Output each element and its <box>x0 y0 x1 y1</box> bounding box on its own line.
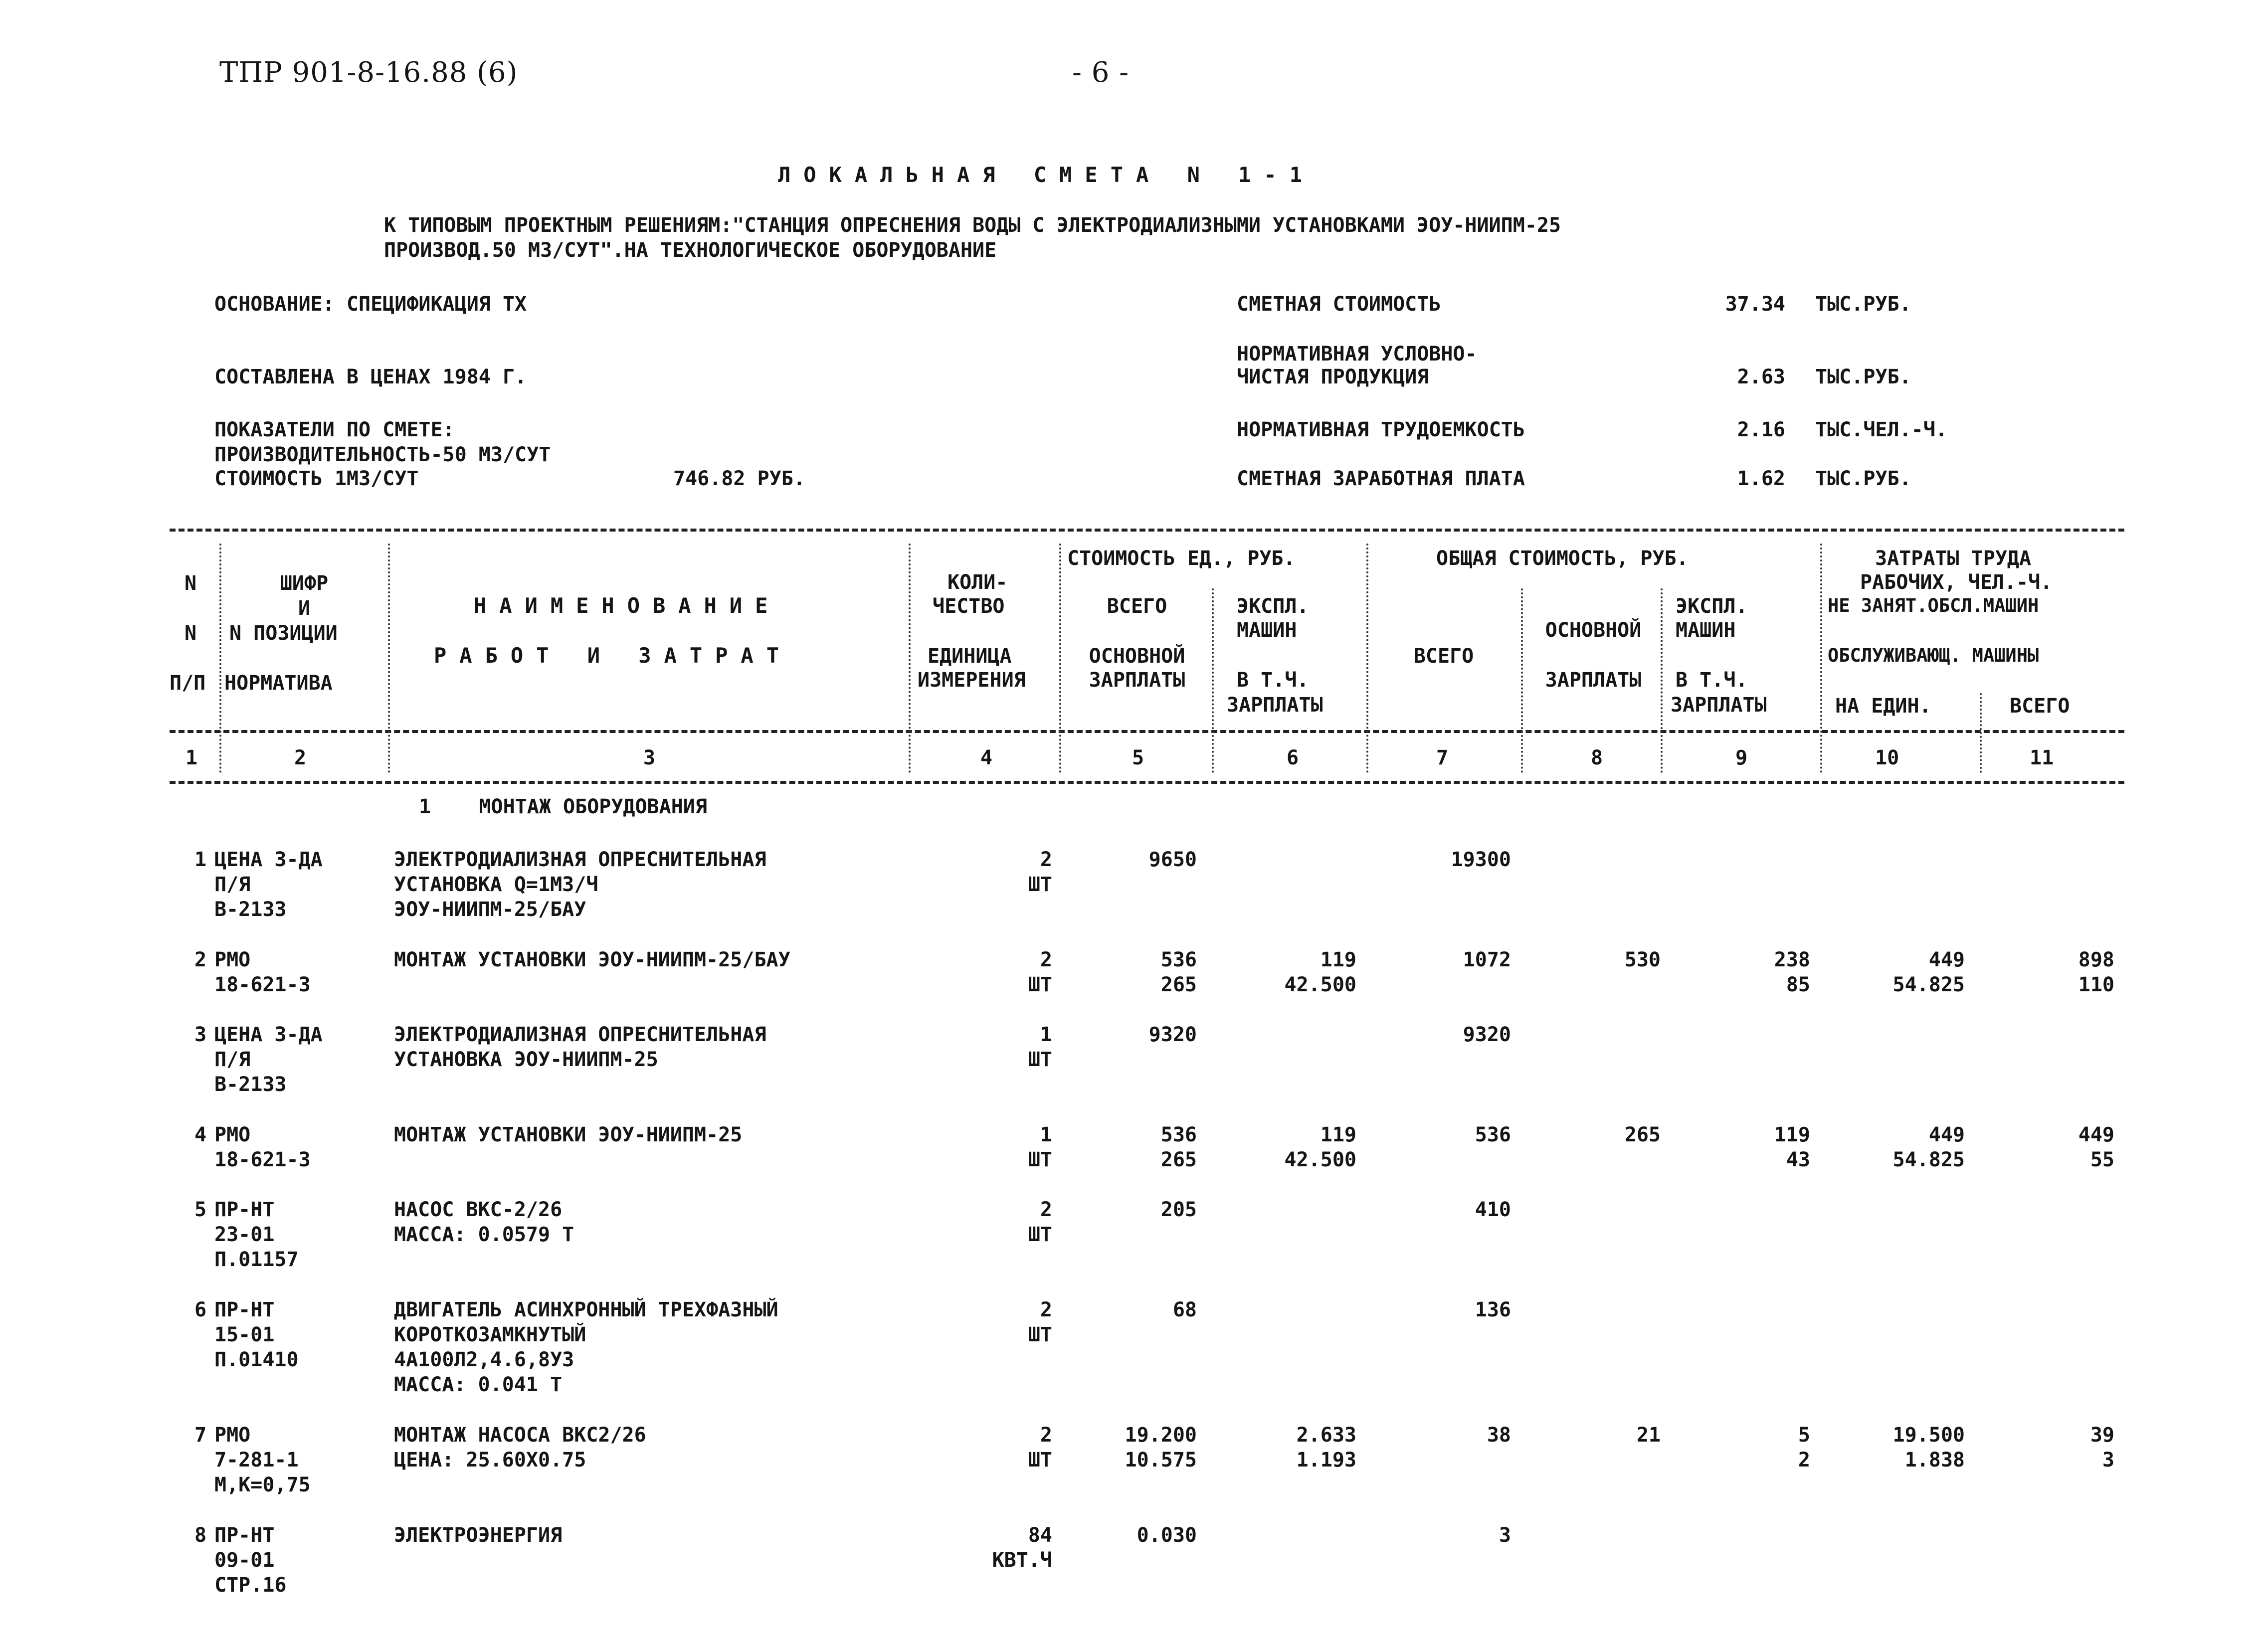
row-labor-total-machines: 3 <box>2102 1449 2114 1471</box>
header-code-1: ШИФР <box>280 572 329 595</box>
row-total-wage: 265 <box>1624 1123 1661 1146</box>
header-code-3: N ПОЗИЦИИ <box>229 622 338 645</box>
row-total-machine-cost: 119 <box>1774 1123 1810 1146</box>
row-code: П.01157 <box>214 1248 299 1271</box>
estimated-cost-unit: ТЫС.РУБ. <box>1815 293 1911 316</box>
row-labor-per-unit-machines: 54.825 <box>1892 973 1965 996</box>
colnum-1: 1 <box>186 746 198 769</box>
row-total-machine-wage: 85 <box>1786 973 1810 996</box>
row-name: УСТАНОВКА Q=1М3/Ч <box>394 873 598 896</box>
row-labor-per-unit-machines: 1.838 <box>1904 1449 1965 1471</box>
colnum-4: 4 <box>980 746 993 769</box>
document-code: ТПР 901-8-16.88 (6) <box>219 56 518 89</box>
row-labor-total: 898 <box>2078 948 2114 971</box>
labor-value: 2.16 <box>1737 418 1785 441</box>
row-unit: ШТ <box>1028 1048 1052 1071</box>
column-divider <box>909 544 911 773</box>
header-n-3: П/П <box>170 672 206 695</box>
row-unit-machine-wage: 1.193 <box>1296 1449 1356 1471</box>
estimated-cost-label: СМЕТНАЯ СТОИМОСТЬ <box>1237 293 1441 316</box>
row-code: 15-01 <box>214 1323 275 1346</box>
header-name-1: НАИМЕНОВАНИЕ <box>474 593 781 618</box>
row-code: РМО <box>214 1123 251 1146</box>
row-total-cost: 3 <box>1499 1524 1511 1547</box>
row-name: ДВИГАТЕЛЬ АСИНХРОННЫЙ ТРЕХФАЗНЫЙ <box>394 1298 778 1321</box>
row-number: 7 <box>194 1424 207 1447</box>
row-unit-machine-wage: 42.500 <box>1284 973 1356 996</box>
colnum-10: 10 <box>1875 746 1899 769</box>
header-qty-2: ЧЕСТВО <box>933 595 1005 618</box>
row-name: ЭЛЕКТРОЭНЕРГИЯ <box>394 1524 563 1547</box>
row-quantity: 2 <box>1040 1198 1052 1221</box>
header-labor-2: РАБОЧИХ, ЧЕЛ.-Ч. <box>1860 571 2053 594</box>
colnum-2: 2 <box>294 746 307 769</box>
header-c8-1: ОСНОВНОЙ <box>1545 619 1642 642</box>
row-code: П/Я <box>214 873 251 896</box>
row-code: 23-01 <box>214 1223 275 1246</box>
row-total-cost: 9320 <box>1463 1023 1511 1046</box>
row-code: М,К=0,75 <box>214 1473 311 1496</box>
row-number: 4 <box>194 1123 207 1146</box>
row-total-machine-cost: 238 <box>1774 948 1810 971</box>
row-labor-total-machines: 55 <box>2090 1148 2114 1171</box>
header-c6-3: В Т.Ч. <box>1237 669 1309 692</box>
column-divider <box>1661 588 1663 773</box>
row-code: ПР-НТ <box>214 1298 275 1321</box>
row-number: 8 <box>194 1524 207 1547</box>
row-quantity: 1 <box>1040 1123 1052 1146</box>
row-code: В-2133 <box>214 1073 287 1096</box>
row-name: УСТАНОВКА ЭОУ-НИИПМ-25 <box>394 1048 658 1071</box>
header-labor-3: НЕ ЗАНЯТ.ОБСЛ.МАШИН <box>1828 595 2039 616</box>
row-name: НАСОС ВКС-2/26 <box>394 1198 563 1221</box>
colnum-5: 5 <box>1132 746 1144 769</box>
colnum-3: 3 <box>643 746 656 769</box>
header-c6-2: МАШИН <box>1237 619 1297 642</box>
header-labor-1: ЗАТРАТЫ ТРУДА <box>1875 547 2032 570</box>
header-c7: ВСЕГО <box>1413 645 1474 668</box>
header-c6-1: ЭКСПЛ. <box>1237 595 1309 618</box>
row-unit-cost-total: 9320 <box>1148 1023 1197 1046</box>
header-labor-4: ОБСЛУЖИВАЮЩ. МАШИНЫ <box>1828 645 2039 666</box>
wage-unit: ТЫС.РУБ. <box>1815 467 1911 490</box>
row-unit-machine-cost: 119 <box>1320 948 1356 971</box>
row-code: ПР-НТ <box>214 1198 275 1221</box>
row-quantity: 2 <box>1040 1424 1052 1447</box>
row-unit-cost-total: 19.200 <box>1125 1424 1197 1447</box>
row-unit: ШТ <box>1028 873 1052 896</box>
row-quantity: 2 <box>1040 948 1052 971</box>
column-divider <box>1212 588 1214 773</box>
row-total-wage: 530 <box>1624 948 1661 971</box>
row-unit: ШТ <box>1028 973 1052 996</box>
unit-cost-label: СТОИМОСТЬ 1М3/СУТ <box>214 467 419 490</box>
row-labor-total: 39 <box>2090 1424 2114 1447</box>
table-top-rule <box>170 529 2124 532</box>
row-code: 09-01 <box>214 1549 275 1572</box>
row-unit-cost-total: 9650 <box>1148 848 1197 871</box>
basis-text: ОСНОВАНИЕ: СПЕЦИФИКАЦИЯ ТХ <box>214 293 527 316</box>
row-quantity: 2 <box>1040 1298 1052 1321</box>
colnum-9: 9 <box>1735 746 1748 769</box>
header-c8-2: ЗАРПЛАТЫ <box>1545 669 1642 692</box>
row-total-cost: 19300 <box>1451 848 1511 871</box>
row-total-cost: 136 <box>1475 1298 1511 1321</box>
row-unit-cost-total: 205 <box>1160 1198 1197 1221</box>
row-unit: ШТ <box>1028 1449 1052 1471</box>
row-total-cost: 410 <box>1475 1198 1511 1221</box>
row-code: В-2133 <box>214 898 287 921</box>
row-code: РМО <box>214 948 251 971</box>
header-total-cost: ОБЩАЯ СТОИМОСТЬ, РУБ. <box>1436 547 1689 570</box>
header-n-2: N <box>185 622 197 645</box>
row-name: 4А100Л2,4.6,8У3 <box>394 1348 574 1371</box>
capacity-text: ПРОИЗВОДИТЕЛЬНОСТЬ-50 М3/СУТ <box>214 443 551 466</box>
header-code-2: И <box>298 597 311 620</box>
colnum-11: 11 <box>2030 746 2054 769</box>
row-number: 6 <box>194 1298 207 1321</box>
row-total-cost: 536 <box>1475 1123 1511 1146</box>
colnum-6: 6 <box>1287 746 1299 769</box>
row-code: П.01410 <box>214 1348 299 1371</box>
row-number: 2 <box>194 948 207 971</box>
column-divider <box>1521 588 1523 773</box>
row-name: ЭОУ-НИИПМ-25/БАУ <box>394 898 586 921</box>
estimated-cost-value: 37.34 <box>1725 293 1785 316</box>
row-name: МОНТАЖ УСТАНОВКИ ЭОУ-НИИПМ-25 <box>394 1123 743 1146</box>
row-name: ЭЛЕКТРОДИАЛИЗНАЯ ОПРЕСНИТЕЛЬНАЯ <box>394 1023 766 1046</box>
row-number: 1 <box>194 848 207 871</box>
row-unit-cost-total: 0.030 <box>1136 1524 1197 1547</box>
row-code: 18-621-3 <box>214 973 311 996</box>
row-code: 18-621-3 <box>214 1148 311 1171</box>
row-labor-per-unit-machines: 54.825 <box>1892 1148 1965 1171</box>
row-unit-cost-total: 536 <box>1160 948 1197 971</box>
indicators-label: ПОКАЗАТЕЛИ ПО СМЕТЕ: <box>214 418 455 441</box>
row-name: ЦЕНА: 25.60Х0.75 <box>394 1449 586 1471</box>
row-total-wage: 21 <box>1636 1424 1661 1447</box>
header-c9-2: МАШИН <box>1676 619 1736 642</box>
column-divider <box>388 544 390 773</box>
labor-unit: ТЫС.ЧЕЛ.-Ч. <box>1815 418 1947 441</box>
header-unit-cost: СТОИМОСТЬ ЕД., РУБ. <box>1067 547 1296 570</box>
row-unit-cost-total: 536 <box>1160 1123 1197 1146</box>
header-c9-3: В Т.Ч. <box>1676 669 1748 692</box>
row-unit-cost-wage: 265 <box>1160 973 1197 996</box>
estimate-title: ЛОКАЛЬНАЯ СМЕТА N 1-1 <box>778 163 1316 187</box>
row-unit-machine-wage: 42.500 <box>1284 1148 1356 1171</box>
row-unit-machine-cost: 119 <box>1320 1123 1356 1146</box>
colnum-7: 7 <box>1436 746 1449 769</box>
row-unit-cost-wage: 10.575 <box>1125 1449 1197 1471</box>
row-unit: ШТ <box>1028 1148 1052 1171</box>
row-total-cost: 38 <box>1487 1424 1511 1447</box>
header-c5-3: ЗАРПЛАТЫ <box>1089 669 1185 692</box>
row-code: 7-281-1 <box>214 1449 299 1471</box>
row-quantity: 84 <box>1028 1524 1052 1547</box>
row-number: 5 <box>194 1198 207 1221</box>
header-qty-1: КОЛИ- <box>947 571 1008 594</box>
row-code: ЦЕНА 3-ДА <box>214 1023 323 1046</box>
row-code: РМО <box>214 1424 251 1447</box>
column-divider <box>1980 693 1982 773</box>
header-n-1: N <box>185 572 197 595</box>
column-divider <box>219 544 221 773</box>
row-unit-cost-wage: 265 <box>1160 1148 1197 1171</box>
row-name: МАССА: 0.0579 Т <box>394 1223 574 1246</box>
header-c6-4: ЗАРПЛАТЫ <box>1227 694 1323 717</box>
row-total-machine-wage: 43 <box>1786 1148 1810 1171</box>
row-labor-per-unit: 19.500 <box>1892 1424 1965 1447</box>
net-product-label-1: НОРМАТИВНАЯ УСЛОВНО- <box>1237 343 1477 366</box>
header-qty-3: ЕДИНИЦА <box>928 645 1012 668</box>
section-title: 1 МОНТАЖ ОБОРУДОВАНИЯ <box>419 795 707 818</box>
wage-value: 1.62 <box>1737 467 1785 490</box>
column-divider <box>1059 544 1061 773</box>
row-unit: ШТ <box>1028 1323 1052 1346</box>
column-divider <box>1820 544 1822 773</box>
row-labor-per-unit: 449 <box>1928 1123 1965 1146</box>
header-code-4: НОРМАТИВА <box>224 672 333 695</box>
row-total-machine-cost: 5 <box>1798 1424 1810 1447</box>
header-bottom-rule <box>170 730 2124 733</box>
row-name: КОРОТКОЗАМКНУТЫЙ <box>394 1323 586 1346</box>
subtitle-line-1: К ТИПОВЫМ ПРОЕКТНЫМ РЕШЕНИЯМ:"СТАНЦИЯ ОПРЕСНЕНИЯ ВОДЫ С ЭЛЕКТРОДИАЛИЗНЫМИ УСТАНОВКАМИ ЭОУ-НИИПМ-25 <box>384 214 1561 237</box>
row-name: МОНТАЖ УСТАНОВКИ ЭОУ-НИИПМ-25/БАУ <box>394 948 790 971</box>
row-unit-cost-total: 68 <box>1172 1298 1197 1321</box>
subtitle-line-2: ПРОИЗВОД.50 М3/СУТ".НА ТЕХНОЛОГИЧЕСКОЕ ОБОРУДОВАНИЕ <box>384 239 997 262</box>
unit-cost-value: 746.82 РУБ. <box>673 467 805 490</box>
row-name: МАССА: 0.041 Т <box>394 1373 563 1396</box>
net-product-label-2: ЧИСТАЯ ПРОДУКЦИЯ <box>1237 366 1429 388</box>
header-c10: НА ЕДИН. <box>1835 695 1931 718</box>
row-quantity: 2 <box>1040 848 1052 871</box>
row-name: ЭЛЕКТРОДИАЛИЗНАЯ ОПРЕСНИТЕЛЬНАЯ <box>394 848 766 871</box>
net-product-value: 2.63 <box>1737 366 1785 388</box>
row-quantity: 1 <box>1040 1023 1052 1046</box>
labor-label: НОРМАТИВНАЯ ТРУДОЕМКОСТЬ <box>1237 418 1525 441</box>
header-c9-4: ЗАРПЛАТЫ <box>1671 694 1767 717</box>
row-labor-per-unit: 449 <box>1928 948 1965 971</box>
row-unit: ШТ <box>1028 1223 1052 1246</box>
column-numbers-rule <box>170 781 2124 784</box>
row-number: 3 <box>194 1023 207 1046</box>
column-divider <box>1366 544 1368 773</box>
row-code: ПР-НТ <box>214 1524 275 1547</box>
header-c5-2: ОСНОВНОЙ <box>1089 645 1185 668</box>
row-code: СТР.16 <box>214 1574 287 1597</box>
colnum-8: 8 <box>1591 746 1603 769</box>
net-product-unit: ТЫС.РУБ. <box>1815 366 1911 388</box>
row-total-machine-wage: 2 <box>1798 1449 1810 1471</box>
row-labor-total: 449 <box>2078 1123 2114 1146</box>
header-c9-1: ЭКСПЛ. <box>1676 595 1748 618</box>
row-code: П/Я <box>214 1048 251 1071</box>
row-labor-total-machines: 110 <box>2078 973 2114 996</box>
row-name: МОНТАЖ НАСОСА ВКС2/26 <box>394 1424 646 1447</box>
prices-text: СОСТАВЛЕНА В ЦЕНАХ 1984 Г. <box>214 366 527 388</box>
wage-label: СМЕТНАЯ ЗАРАБОТНАЯ ПЛАТА <box>1237 467 1525 490</box>
row-unit-machine-cost: 2.633 <box>1296 1424 1356 1447</box>
header-c11: ВСЕГО <box>2010 695 2070 718</box>
header-c5-1: ВСЕГО <box>1107 595 1167 618</box>
header-name-2: РАБОТ И ЗАТРАТ <box>434 643 792 668</box>
row-code: ЦЕНА 3-ДА <box>214 848 323 871</box>
row-total-cost: 1072 <box>1463 948 1511 971</box>
page-number: - 6 - <box>1072 56 1130 89</box>
row-unit: КВТ.Ч <box>992 1549 1052 1572</box>
header-qty-4: ИЗМЕРЕНИЯ <box>918 669 1026 692</box>
